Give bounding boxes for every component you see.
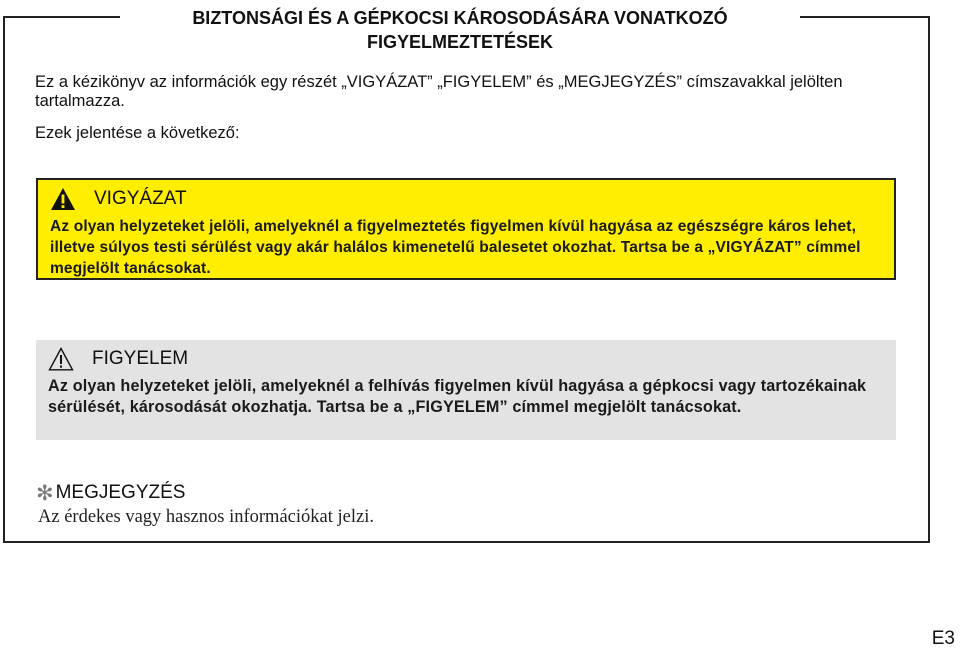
warning-triangle-filled-icon bbox=[50, 187, 76, 211]
warning-text: Az olyan helyzeteket jelöli, amelyeknél a figyelmeztetés figyelmen kívül hagyása az egészségre káros lehet, illetve súlyos testi sérülést vagy akár halálos kimenetelű balesetet okozhat. Tartsa be a „VIGYÁZAT” címmel megjelölt tanácsokat. bbox=[50, 218, 861, 277]
note-label: MEGJEGYZÉS bbox=[55, 482, 186, 503]
title-line-1: BIZTONSÁGI ÉS A GÉPKOCSI KÁROSODÁSÁRA VONATKOZÓ bbox=[192, 8, 728, 28]
caution-header bbox=[48, 346, 884, 372]
warning-label: VIGYÁZAT bbox=[94, 188, 187, 209]
note-header bbox=[36, 481, 185, 505]
warning-header bbox=[50, 186, 882, 212]
page-number: E3 bbox=[931, 628, 955, 649]
title-line-2: FIGYELMEZTETÉSEK bbox=[366, 32, 553, 52]
intro-paragraph-2: Ezek jelentése a következő: bbox=[35, 124, 240, 142]
note-text: Az érdekes vagy hasznos információkat jelzi. bbox=[38, 507, 374, 527]
asterisk-icon: ✻ bbox=[36, 481, 54, 505]
warning-box bbox=[36, 178, 896, 280]
caution-label: FIGYELEM bbox=[92, 348, 189, 369]
page-title bbox=[120, 6, 800, 54]
warning-triangle-outline-icon bbox=[48, 347, 74, 371]
caution-box bbox=[36, 340, 896, 440]
intro-paragraph: Ez a kézikönyv az információk egy részét „VIGYÁZAT” „FIGYELEM” és „MEGJEGYZÉS” címszavakkal jelölten tartalmazza. bbox=[35, 73, 843, 110]
caution-text: Az olyan helyzeteket jelöli, amelyeknél a felhívás figyelmen kívül hagyása a gépkocsi vagy tartozékainak sérülését, károsodását okozhatja. Tartsa be a „FIGYELEM” címmel megjelölt tanácsokat. bbox=[48, 377, 867, 416]
